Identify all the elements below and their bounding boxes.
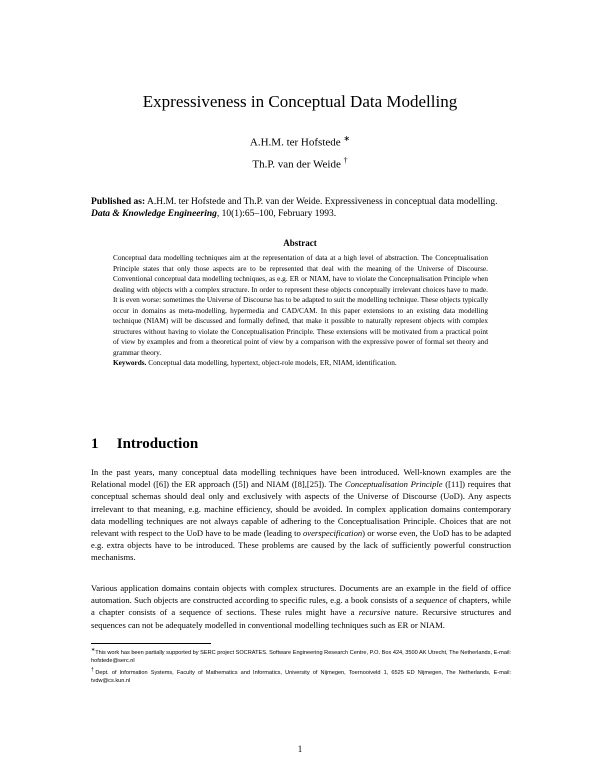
paper-title: Expressiveness in Conceptual Data Modelling [142,92,458,111]
section-number: 1 [91,436,99,452]
abstract-body [113,253,488,369]
emphasis-text: recursive [358,607,391,618]
author-name: A.H.M. ter Hofstede [249,136,341,149]
author-line [0,130,600,152]
citation-details: , 10(1):65–100, February 1993. [216,209,337,219]
publication-note [91,196,511,220]
paragraph-text: nature. Recursive structures and sequences can not be adequately modelled in conventional modelling techniques such as ER or NIAM. [91,607,511,630]
paragraph-text: In the past years, many conceptual data modelling techniques have been introduced. Well-known examples are the Relational model ([6]) the ER approach ([5]) and NIAM ([8],[25]). The [91,467,511,490]
author-line [0,152,600,174]
citation-text: A.H.M. ter Hofstede and Th.P. van der Weide. Expressiveness in conceptual data modelling. [146,197,498,207]
published-label: Published as: [91,197,146,207]
abstract-text: Conceptual data modelling techniques aim at the representation of data at a high level of abstraction. The Conceptualisation Principle states that only those aspects are to be represented that deal with the meaning of the Universe of Discourse. Conventional conceptual data modelling techniques, as e.g. ER or NIAM, have to violate the Conceptualisation Principle when dealing with objects with a complex structure. In order to represent these objects conceptually irrelevant choices have to made. It is even worse: sometimes the Universe of Discourse has to be adapted to suit the modelling technique. These objects typically occur in domains as meta-modelling, hypermedia and CAD/CAM. In this paper extensions to an existing data modelling technique (NIAM) will be discussed and formally defined, that make it possible to naturally represent objects with complex structures without having to violate the Conceptualisation Principle. These extensions will be motivated from a practical point of view by examples and from a theoretical point of view by a comparison with the expressive power of formal set theory and grammar theory. [113,253,488,357]
intro-paragraph-2 [91,582,511,631]
page-number: 1 [297,744,303,754]
footnote-mark: † [91,666,96,673]
author-block [0,130,600,173]
footnote-divider [91,643,211,644]
footnote [91,646,511,666]
journal-name: Data & Knowledge Engineering [91,209,217,219]
footnotes [91,646,511,685]
abstract-heading: Abstract [283,238,317,248]
emphasis-text: overspecification [302,528,363,539]
emphasis-text: Conceptualisation Principle [344,479,443,490]
footnote-mark: ∗ [91,647,96,653]
paragraph-text: Various application domains contain objects with complex structures. Documents are an example in the field of office automation. Such objects are constructed according to specific rules, e.g. a book consists of a [91,583,511,606]
paragraph-text: of chapters, while a chapter consists of a sequence of sections. These rules might have a [91,595,511,618]
footnote [91,666,511,686]
paragraph-text: ) or worse even, the UoD has to be adapted e.g. extra objects have to be introduced. These problems are caused by the lack of sufficiently powerful construction mechanisms. [91,528,512,563]
keywords-text: Conceptual data modelling, hypertext, object-role models, ER, NIAM, identification. [148,358,397,367]
keywords-label: Keywords. [113,358,147,367]
section-heading [91,436,198,453]
footnote-text: This work has been partially supported by SERC project SOCRATES. Software Engineering Research Centre, P.O. Box 424, 3500 AK Utrecht, The Netherlands, E-mail: hofstede@serc.nl [91,649,511,665]
emphasis-text: sequence [415,595,448,606]
author-name: Th.P. van der Weide [252,158,341,171]
intro-paragraph-1 [91,466,511,564]
section-title: Introduction [116,436,199,452]
keywords-line [113,358,488,369]
footnote-mark: ∗ [343,134,351,143]
footnote-mark: † [343,155,348,165]
footnote-text: Dept. of Information Systems, Faculty of Mathematics and Informatics, University of Nijmegen, Toernooiveld 1, 6525 ED Nijmegen, The Netherlands, E-mail: tvdw@cs.kun.nl [91,669,512,684]
paragraph-text: ([11]) requires that conceptual schemas should deal only and exclusively with aspects of the Universe of Discourse (UoD). Any aspects irrelevant to that meaning, e.g. machine efficiency, should be avoided. In complex application domains contemporary data modelling techniques are not always capable of adhering to the Conceptualisation Principle. Choices that are not relevant with respect to the UoD have to be made (leading to [91,479,511,539]
